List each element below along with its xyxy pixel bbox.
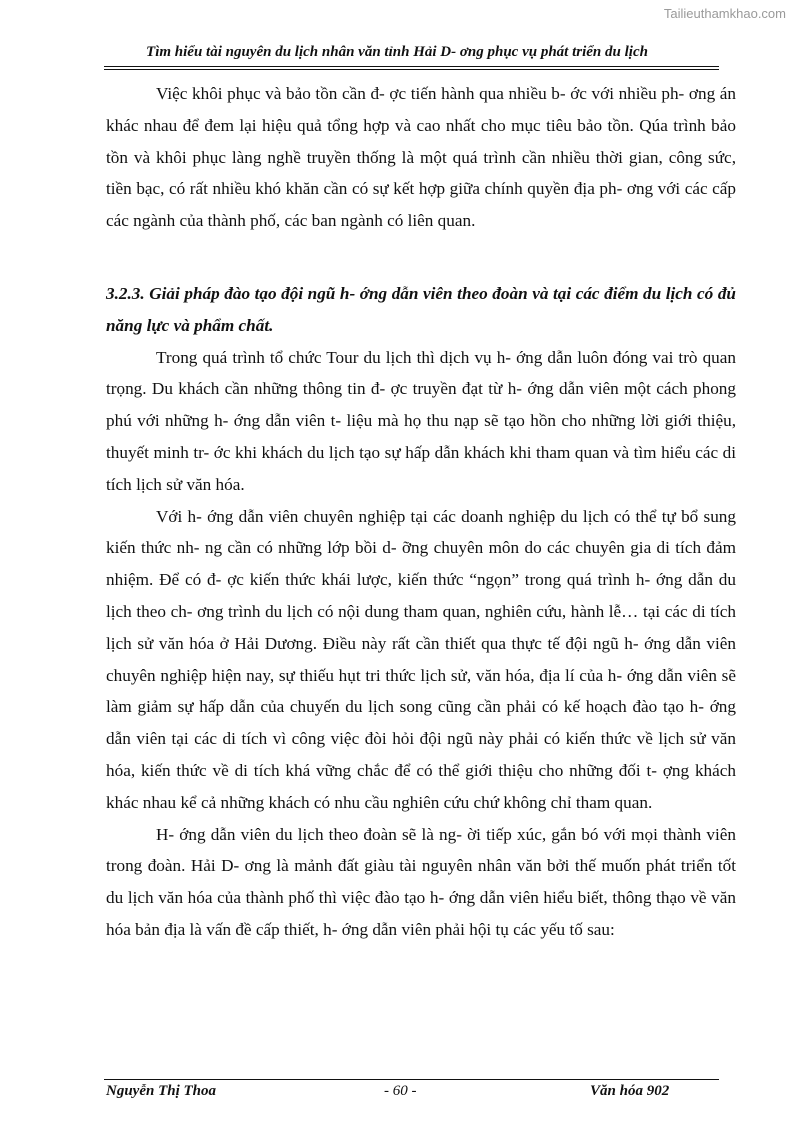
footer-class-name: Văn hóa 902 <box>590 1083 670 1099</box>
page-body <box>106 78 736 946</box>
header-divider <box>104 66 719 67</box>
footer-page-number: - 60 - <box>384 1083 417 1099</box>
footer-divider <box>104 1079 719 1080</box>
paragraph-professional-guides: Với h- ớng dẫn viên chuyên nghiệp tại các doanh nghiệp du lịch có thể tự bổ sung kiến thức nh- ng cần có những lớp bồi d- ỡng chuyên môn do các chuyên gia di tích đảm nhiệm. Để có đ- ợc kiến thức khái lược, kiến thức “ngọn” trong quá trình h- ớng dẫn du lịch theo ch- ơng trình du lịch có nội dung tham quan, nghiên cứu, hành lễ… tại các di tích lịch sử văn hóa ở Hải Dương. Điều này rất cần thiết qua thực tế đội ngũ h- ớng dẫn viên chuyên nghiệp hiện nay, sự thiếu hụt tri thức lịch sử, văn hóa, địa lí của h- ớng dẫn viên sẽ làm giảm sự hấp dẫn của chuyến du lịch song cũng cần phải có kế hoạch đào tạo h- ớng dẫn viên tại các di tích vì công việc đòi hỏi đội ngũ này phải có kiến thức về lịch sử văn hóa, kiến thức về di tích khá vững chắc để có thể giới thiệu cho những đối t- ợng khách khác nhau kể cả những khách có nhu cầu nghiên cứu chứ không chỉ tham quan. <box>106 506 736 812</box>
section-heading-3-2-3: 3.2.3. Giải pháp đào tạo đội ngũ h- ớng dẫn viên theo đoàn và tại các điểm du lịch có đủ năng lực và phẩm chất. <box>106 283 736 335</box>
running-header-title: Tìm hiểu tài nguyên du lịch nhân văn tỉnh Hải D- ơng phục vụ phát triển du lịch <box>146 44 648 60</box>
header-divider-thin <box>104 69 719 70</box>
footer-author: Nguyễn Thị Thoa <box>106 1083 217 1099</box>
paragraph-group-guides: H- ớng dẫn viên du lịch theo đoàn sẽ là ng- ời tiếp xúc, gắn bó với mọi thành viên trong đoàn. Hải D- ơng là mảnh đất giàu tài nguyên nhân văn bởi thế muốn phát triển tốt du lịch văn hóa của thành phố thì việc đào tạo h- ớng dẫn viên hiểu biết, thông thạo về văn hóa bản địa là vấn đề cấp thiết, h- ớng dẫn viên phải hội tụ các yếu tố sau: <box>106 824 736 939</box>
paragraph-tour-guide-role: Trong quá trình tổ chức Tour du lịch thì dịch vụ h- ớng dẫn luôn đóng vai trò quan trọng. Du khách cần những thông tin đ- ợc truyền đạt từ h- ớng dẫn viên một cách phong phú với những h- ớng dẫn viên t- liệu mà họ thu nạp sẽ tạo hồn cho những lời giới thiệu, thuyết minh tr- ớc khi khách du lịch tạo sự hấp dẫn khách khi tham quan và tìm hiểu các di tích lịch sử văn hóa. <box>106 347 736 494</box>
watermark: Tailieuthamkhao.com <box>663 6 786 21</box>
paragraph-restoration: Việc khôi phục và bảo tồn cần đ- ợc tiến hành qua nhiều b- ớc với nhiều ph- ơng án khác nhau để đem lại hiệu quả tổng hợp và cao nhất cho mục tiêu bảo tồn. Qúa trình bảo tồn và khôi phục làng nghề truyền thống là một quá trình cần nhiều thời gian, công sức, tiền bạc, có rất nhiều khó khăn cần có sự kết hợp giữa chính quyền địa ph- ơng với các cấp các ngành của thành phố, các ban ngành có liên quan. <box>106 84 736 231</box>
